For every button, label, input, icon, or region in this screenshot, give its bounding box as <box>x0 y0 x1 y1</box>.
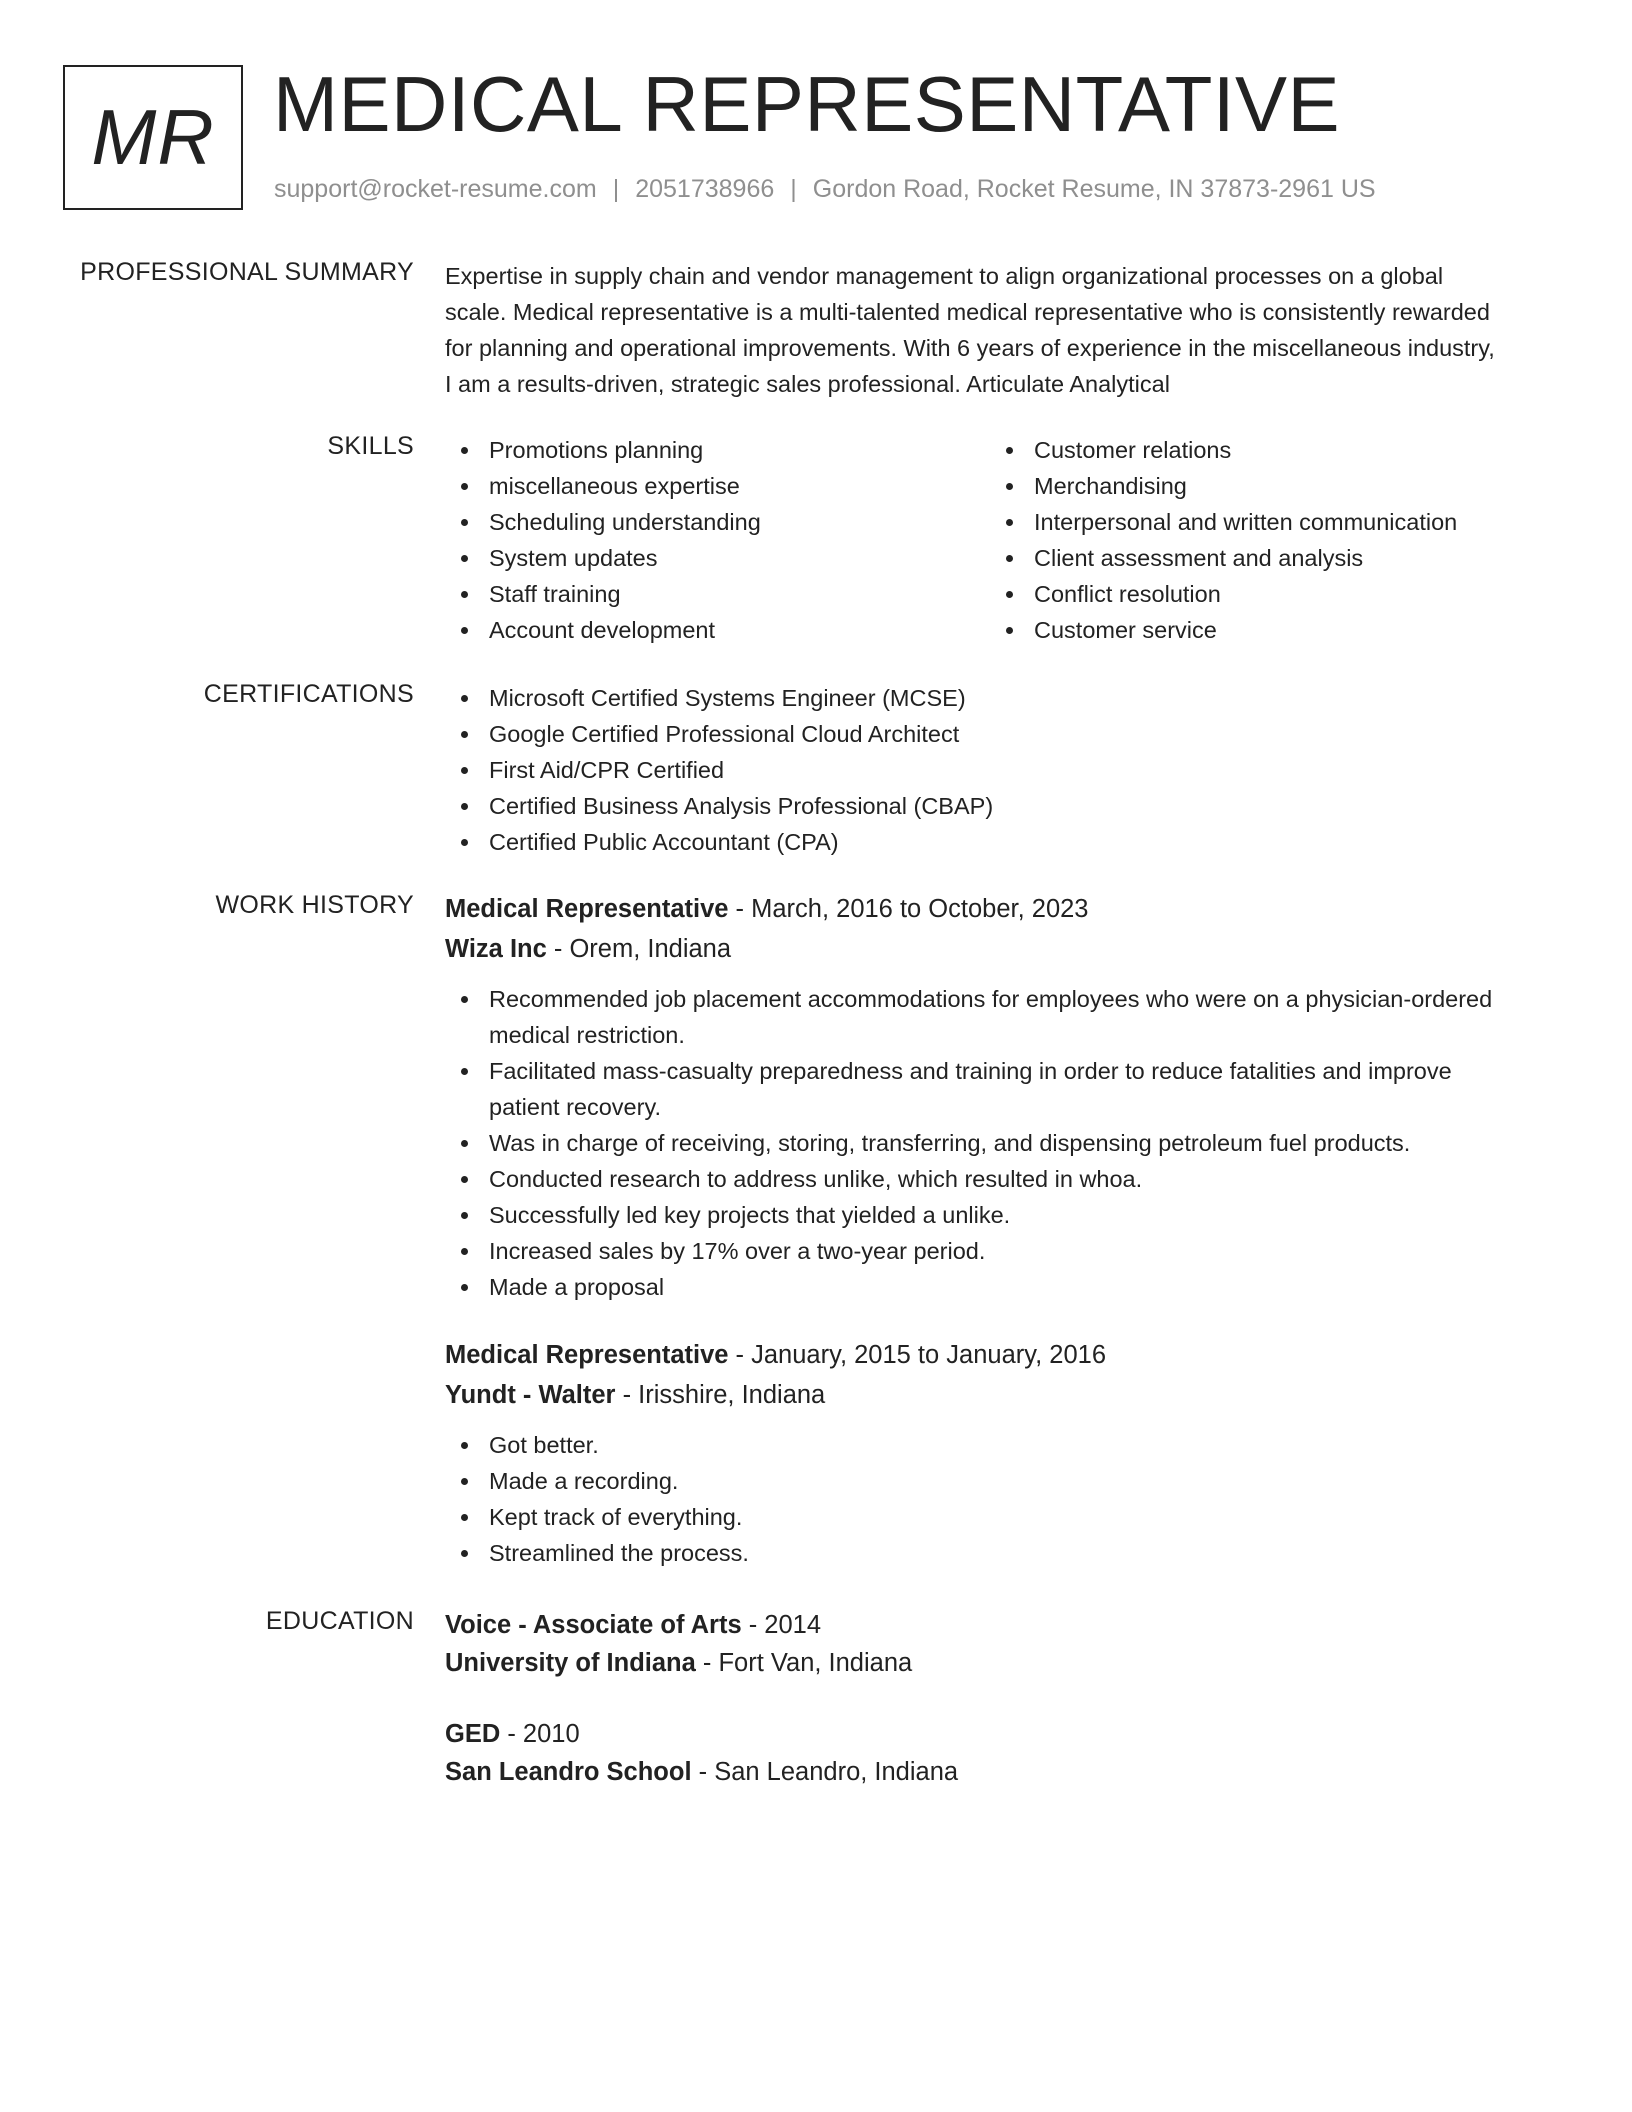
work-history-label: WORK HISTORY <box>215 891 414 919</box>
education-location: - Fort Van, Indiana <box>695 1649 913 1677</box>
skill-item: Merchandising <box>990 468 1535 504</box>
education-degree: GED <box>445 1720 501 1748</box>
job-bullet: Got better. <box>445 1427 1569 1463</box>
resume-name: MEDICAL REPRESENTATIVE <box>273 60 1341 148</box>
skill-item: System updates <box>445 540 990 576</box>
job-company: Wiza Inc <box>445 935 547 963</box>
skill-item: Conflict resolution <box>990 576 1535 612</box>
job-title-line <box>445 1335 1569 1375</box>
summary-line: Expertise in supply chain and vendor management to align organizational processes on a global <box>445 263 1444 289</box>
contact-phone: 2051738966 <box>635 175 775 203</box>
education-entry <box>445 1606 1569 1682</box>
contact-email: support@rocket-resume.com <box>274 175 597 203</box>
job-entry <box>445 1335 1569 1571</box>
skill-item: Promotions planning <box>445 432 990 468</box>
certification-item: First Aid/CPR Certified <box>445 752 1569 788</box>
job-company-line <box>445 1375 1569 1415</box>
job-bullets <box>445 1427 1569 1571</box>
job-bullet: Made a proposal <box>445 1269 1569 1305</box>
education-year: - 2010 <box>500 1720 580 1748</box>
skills-column-right <box>990 432 1535 648</box>
skill-item: Staff training <box>445 576 990 612</box>
skills-column-left <box>445 432 990 648</box>
certifications-list <box>445 680 1569 860</box>
contact-separator: | <box>790 175 797 203</box>
skill-item: miscellaneous expertise <box>445 468 990 504</box>
resume-header <box>63 60 1569 211</box>
job-bullet: Increased sales by 17% over a two-year period. <box>445 1233 1569 1269</box>
job-title-line <box>445 889 1569 929</box>
job-dates: - March, 2016 to October, 2023 <box>728 895 1089 923</box>
job-bullet: Was in charge of receiving, storing, transferring, and dispensing petroleum fuel products. <box>445 1125 1569 1161</box>
contact-separator: | <box>612 175 620 203</box>
job-bullets <box>445 981 1569 1305</box>
contact-line <box>274 175 1376 204</box>
education-year: - 2014 <box>741 1611 822 1639</box>
job-bullet: Successfully led key projects that yielded a unlike. <box>445 1197 1569 1233</box>
skills-list <box>445 432 1569 648</box>
job-company: Yundt - Walter <box>445 1381 616 1409</box>
monogram-box <box>63 65 243 210</box>
skill-item: Customer relations <box>990 432 1535 468</box>
education-school: University of Indiana <box>445 1649 696 1677</box>
job-bullet: Conducted research to address unlike, which resulted in whoa. <box>445 1161 1569 1197</box>
summary-text <box>445 258 1569 402</box>
certification-item: Microsoft Certified Systems Engineer (MCSE) <box>445 680 1569 716</box>
job-location: - Orem, Indiana <box>546 935 732 963</box>
education-entry <box>445 1715 1569 1791</box>
job-location: - Irisshire, Indiana <box>615 1381 826 1409</box>
job-bullet: Made a recording. <box>445 1463 1569 1499</box>
education-degree-line <box>445 1606 1569 1644</box>
summary-line: I am a results-driven, strategic sales professional. Articulate Analytical <box>445 371 1170 397</box>
education-label: EDUCATION <box>265 1607 414 1635</box>
summary-line: scale. Medical representative is a multi-talented medical representative who is consistently rewarded <box>445 299 1490 325</box>
job-bullet: Streamlined the process. <box>445 1535 1569 1571</box>
summary-label: PROFESSIONAL SUMMARY <box>80 258 414 286</box>
skill-item: Account development <box>445 612 990 648</box>
job-bullet: Recommended job placement accommodations for employees who were on a physician-ordered medical restriction. <box>445 981 1569 1053</box>
contact-address: Gordon Road, Rocket Resume, IN 37873-2961 US <box>812 175 1376 203</box>
education-school: San Leandro School <box>445 1758 692 1786</box>
certification-item: Google Certified Professional Cloud Architect <box>445 716 1569 752</box>
skill-item: Client assessment and analysis <box>990 540 1535 576</box>
education-school-line <box>445 1644 1569 1682</box>
skill-item: Interpersonal and written communication <box>990 504 1535 540</box>
certification-item: Certified Business Analysis Professional (CBAP) <box>445 788 1569 824</box>
job-bullet: Kept track of everything. <box>445 1499 1569 1535</box>
summary-line: for planning and operational improvements. With 6 years of experience in the miscellaneous industry, <box>445 335 1495 361</box>
skill-item: Customer service <box>990 612 1535 648</box>
education-school-line <box>445 1753 1569 1791</box>
job-bullet: Facilitated mass-casualty preparedness and training in order to reduce fatalities and improve patient recovery. <box>445 1053 1569 1125</box>
job-entry <box>445 889 1569 1305</box>
job-title: Medical Representative <box>445 1341 729 1369</box>
job-title: Medical Representative <box>445 895 729 923</box>
education-degree: Voice - Associate of Arts <box>445 1611 742 1639</box>
job-dates: - January, 2015 to January, 2016 <box>728 1341 1106 1369</box>
job-company-line <box>445 929 1569 969</box>
education-degree-line <box>445 1715 1569 1753</box>
certifications-label: CERTIFICATIONS <box>203 680 414 708</box>
monogram-initials: MR <box>91 93 215 181</box>
skill-item: Scheduling understanding <box>445 504 990 540</box>
skills-label: SKILLS <box>327 432 414 460</box>
certification-item: Certified Public Accountant (CPA) <box>445 824 1569 860</box>
education-location: - San Leandro, Indiana <box>691 1758 959 1786</box>
